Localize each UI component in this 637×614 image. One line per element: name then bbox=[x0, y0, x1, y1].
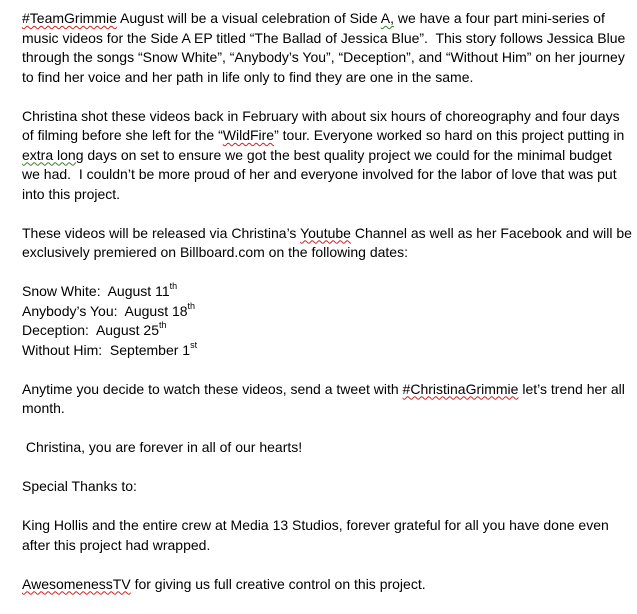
paragraph-hearts: Christina, you are forever in all of our hearts! bbox=[22, 439, 303, 455]
paragraph-king-hollis: King Hollis and the entire crew at Media 13 Studios, forever grateful for all you have done even after this project had wrapped. bbox=[22, 517, 613, 553]
date-without-him bbox=[22, 341, 632, 361]
awesomeness-text: for giving us full creative control on this project. bbox=[130, 575, 426, 592]
letter-document bbox=[22, 9, 636, 614]
awesomenesstv-word: AwesomenessTV bbox=[22, 575, 131, 592]
wildfire-word: WildFire bbox=[222, 127, 275, 143]
date-label: Anybody’s You: August 18 bbox=[22, 302, 188, 319]
date-suffix: st bbox=[190, 339, 198, 350]
release-text-1: These videos will be released via Christina’s bbox=[22, 224, 301, 241]
date-label: Without Him: September 1 bbox=[22, 341, 191, 358]
filming-text-2: ” tour. Everyone worked so hard on this project putting in bbox=[274, 127, 629, 143]
date-label: Deception: August 25 bbox=[22, 322, 159, 338]
paragraph-intro bbox=[22, 9, 632, 87]
date-suffix: th bbox=[169, 281, 178, 292]
hashtag-christinagrimmie: #ChristinaGrimmie bbox=[402, 380, 519, 397]
intro-text-2: we have a four part mini-series of music videos for the Side A EP titled “The Ballad of Jessica Blue”. This story follows Jessica Blue through the songs “Snow White”, “Anybody’s You”, “Deception”, and “Without Him” on her journey to find her voice and her path in life only to find they are one in the same. bbox=[22, 10, 630, 85]
paragraph-awesomenesstv bbox=[22, 575, 632, 595]
side-a-text: A, bbox=[380, 10, 394, 26]
date-suffix: th bbox=[159, 320, 167, 331]
filming-text-3: days on set to ensure we got the best quality project we could for the minimal budget we had. I couldn’t be more proud of her and everyone involved for the labor of love that was put into this project. bbox=[22, 146, 621, 202]
filming-text-1: Christina shot these videos back in February with about six hours of choreography and four days of filming before she left for the “ bbox=[22, 107, 624, 143]
release-dates-list bbox=[22, 282, 632, 360]
date-suffix: th bbox=[187, 300, 196, 311]
paragraph-release bbox=[22, 224, 636, 263]
tweet-text-1: Anytime you decide to watch these videos, send a tweet with bbox=[22, 380, 403, 397]
date-label: Snow White: August 11 bbox=[22, 283, 170, 299]
tweet-text-2: let’s trend her all month. bbox=[22, 380, 629, 416]
date-deception bbox=[22, 321, 632, 341]
paragraph-special-thanks: Special Thanks to: bbox=[22, 478, 137, 494]
extra-long-words: extra long bbox=[22, 146, 84, 163]
paragraph-filming bbox=[22, 107, 632, 205]
intro-text-1: August will be a visual celebration of Side bbox=[116, 10, 381, 26]
release-text-2: Channel as well as her Facebook and will be exclusively premiered on Billboard.com on the following dates: bbox=[22, 224, 636, 260]
date-snow-white bbox=[22, 282, 632, 302]
paragraph-tweet bbox=[22, 380, 632, 419]
date-anybodys-you bbox=[22, 302, 632, 322]
hashtag-teamgrimmie: #TeamGrimmie bbox=[22, 10, 117, 26]
youtube-word: Youtube bbox=[300, 224, 351, 241]
